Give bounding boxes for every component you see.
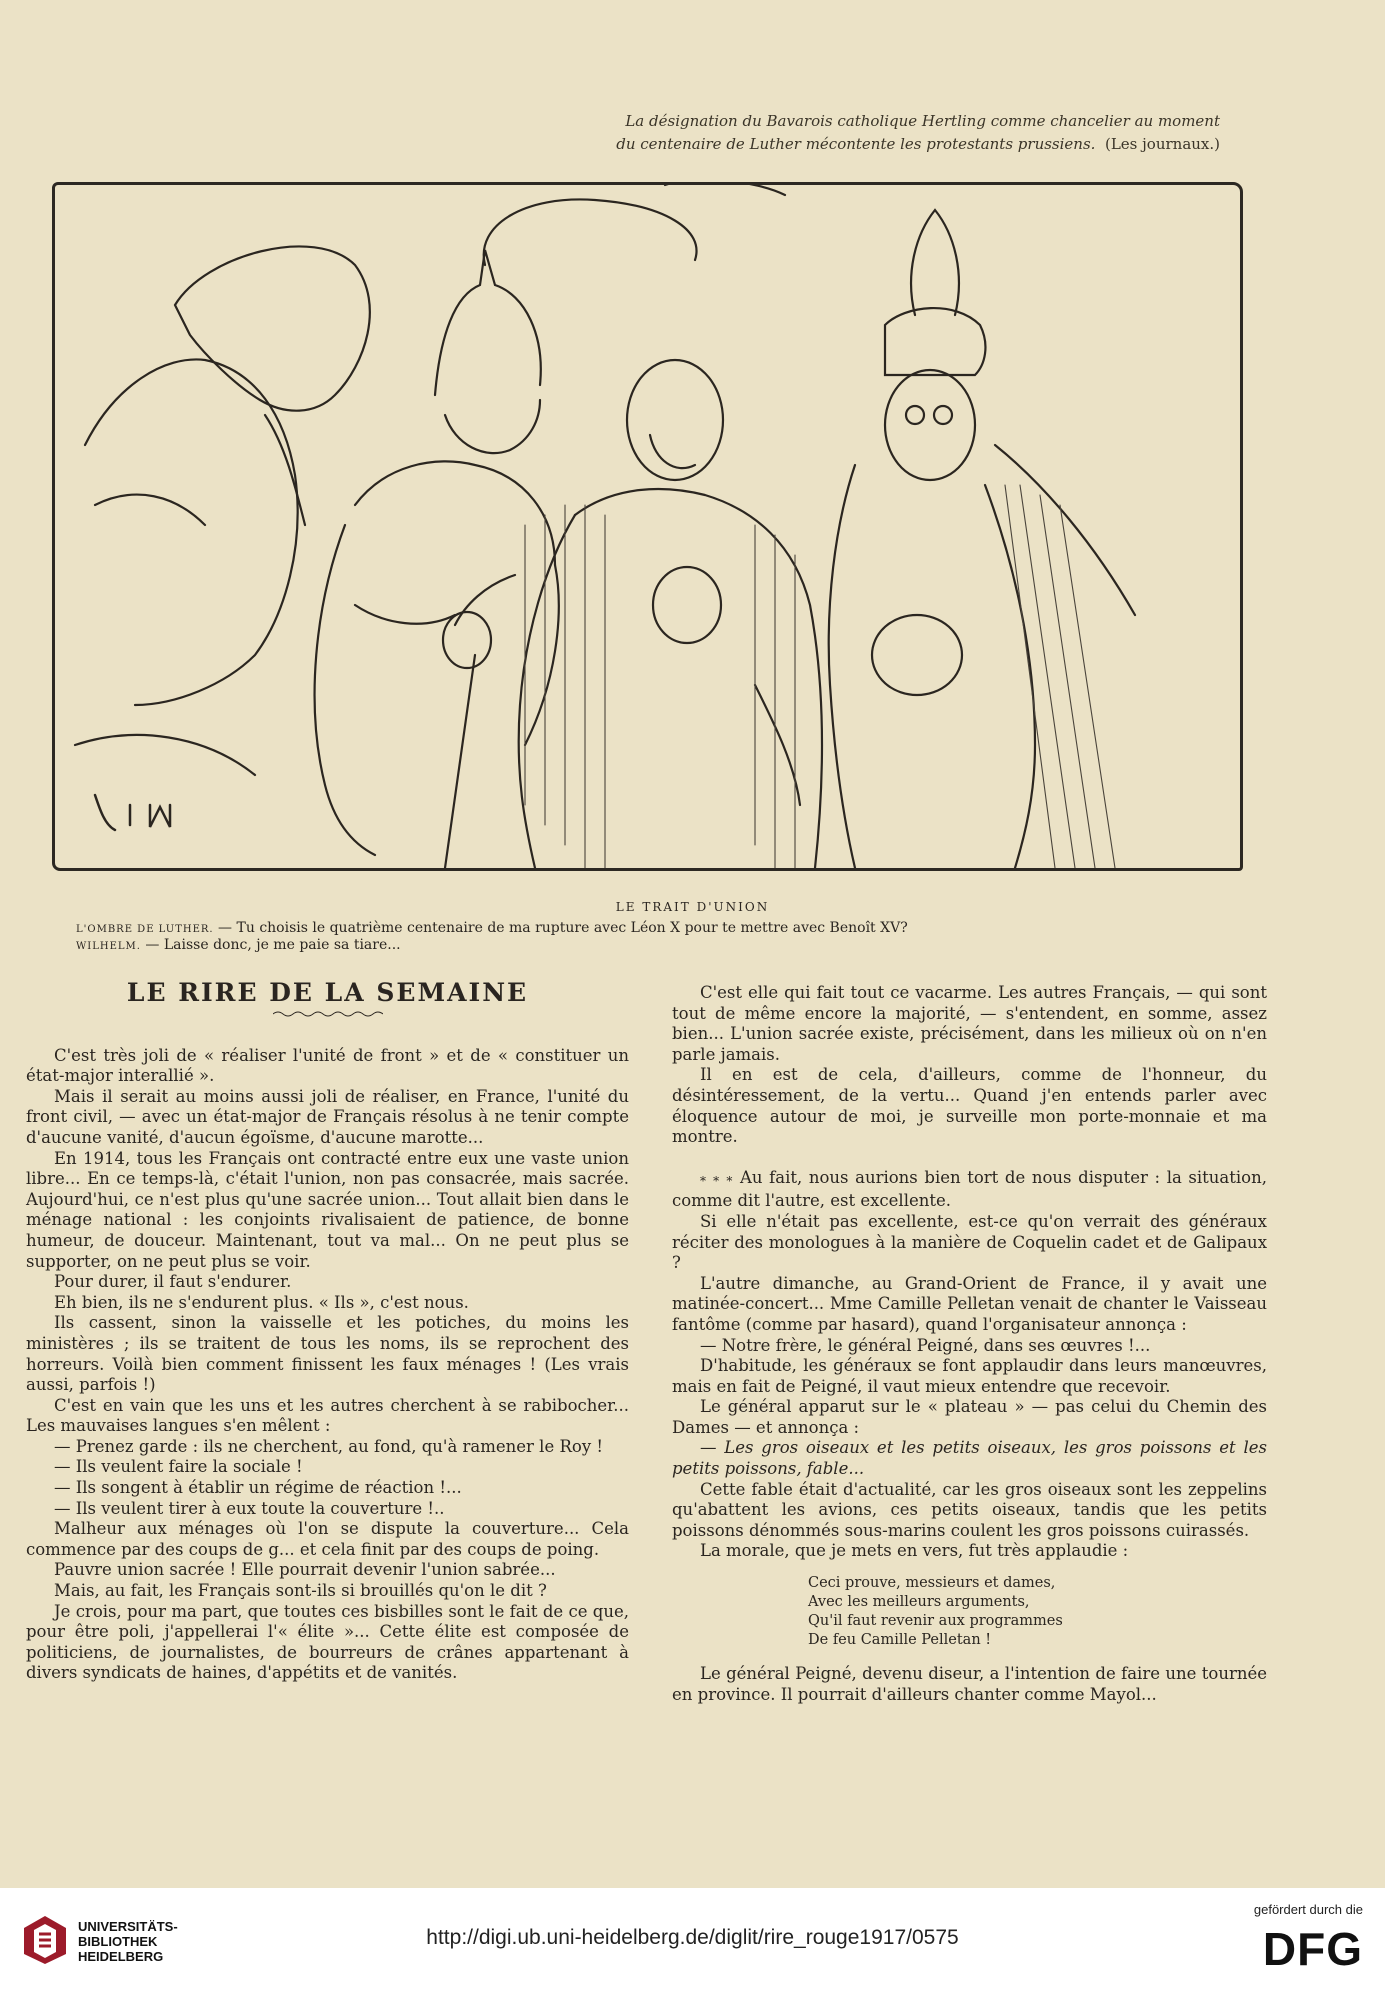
caption-source: (Les journaux.) [1104,135,1220,153]
left-paragraph: — Ils veulent tirer à eux toute la couverture !.. [54,1498,445,1518]
caption-line-2: du centenaire de Luther mécontente les protestants prussiens. [616,135,1096,153]
right-paragraph: — Les gros oiseaux et les petits oiseaux, les gros poissons et les petits poissons, fable... [672,1438,1267,1479]
poem [808,1574,1267,1650]
poem-line: Ceci prouve, messieurs et dames, [808,1575,1056,1592]
right-paragraph: La morale, que je mets en vers, fut très applaudie : [700,1541,1129,1561]
left-paragraph: C'est en vain que les uns et les autres cherchent à se rabibocher... Les mauvaises langues s'en mêlent : [26,1395,629,1436]
left-paragraph: Mais, au fait, les Français sont-ils si brouillés qu'on le dit ? [54,1581,547,1601]
article-left-column [26,978,629,1684]
left-paragraph: En 1914, tous les Français ont contracté entre eux une vaste union libre... En ce temps-là, c'était l'union, non pas consacrée, mais sacrée. Aujourd'hui, ce n'est plus qu'une sacrée union... Tout allait bien dans le ménage national : les conjoints rivalisaient de patience, de bonne humeur, de douceur. Maintenant, tout va mal... On ne peut plus se supporter, on ne peut plus se voir. [26,1148,629,1271]
title-ornament [273,1010,383,1018]
right-paragraph: Au fait, nous aurions bien tort de nous disputer : la situation, comme dit l'autre, est excellente. [672,1167,1267,1211]
poem-line: Avec les meilleurs arguments, [808,1594,1030,1611]
logo-line: HEIDELBERG [78,1949,164,1964]
right-paragraph: Si elle n'était pas excellente, est-ce qu'on verrait des généraux réciter des monologues à la manière de Coquelin cadet et de Galipaux ? [672,1211,1267,1273]
dialogue-line-1 [76,920,1276,938]
funded-by-label: gefördert durch die [1253,1902,1363,1917]
poem-line: De feu Camille Pelletan ! [808,1632,992,1649]
left-paragraph: C'est très joli de « réaliser l'unité de front » et de « constituer un état-major interallié ». [26,1045,629,1086]
right-paragraph: — Notre frère, le général Peigné, dans ses œuvres !... [700,1335,1151,1355]
logo-line: BIBLIOTHEK [78,1934,158,1949]
article-title: LE RIRE DE LA SEMAINE [126,978,529,1007]
left-paragraph: Je crois, pour ma part, que toutes ces bisbilles sont le fait de ce que, pour être poli, j'appellerai l'« élite »... Cette élite est composée de politiciens, de journalistes, de bourreurs de crânes appartenant à divers syndicats de haines, d'appétits et de vanités. [26,1601,629,1683]
article-right-column [672,983,1267,1705]
document-url-link[interactable]: http://digi.ub.uni-heidelberg.de/diglit/rire_rouge1917/0575 [426,1926,959,1949]
dialogue-text-2: — Laisse donc, je me paie sa tiare... [140,937,401,953]
signature: L. M. [175,855,178,856]
left-paragraph: — Ils songent à établir un régime de réaction !... [54,1478,462,1498]
left-paragraph: — Prenez garde : ils ne cherchent, au fond, qu'à ramener le Roy ! [54,1436,604,1456]
right-paragraph: D'habitude, les généraux se font applaudir dans leurs manœuvres, mais en fait de Peigné, il vaut mieux entendre que recevoir. [672,1356,1267,1396]
cartoon-drawing [55,185,1240,868]
cartoon-title: LE TRAIT D'UNION [615,900,770,914]
left-paragraph: Ils cassent, sinon la vaisselle et les potiches, du moins les ministères ; ils se traitent de tous les noms, ils se reprochent des horreurs. Voilà bien comment finissent les faux ménages ! (Les vrais aussi, parfois !) [26,1313,629,1395]
right-paragraph: Cette fable était d'actualité, car les gros oiseaux sont les zeppelins qu'abattent les avions, ces petits oiseaux, tandis que les petits poissons dénommés sous-marins coulent les gros poissons cuirassés. [672,1479,1267,1540]
dialogue-text-1: — Tu choisis le quatrième centenaire de ma rupture avec Léon X pour te mettre avec Benoît XV? [213,920,908,936]
speaker-luther: L'OMBRE DE LUTHER. [76,924,214,935]
left-paragraph: Malheur aux ménages où l'on se dispute la couverture... Cela commence par des coups de g... et cela finit par des coups de poing. [26,1519,629,1559]
footer-bar [0,1888,1385,1989]
right-paragraph: Il en est de cela, d'ailleurs, comme de l'honneur, du désintéressement, de la vertu... Quand j'en entends parler avec éloquence autour de moi, je surveille mon porte-monnaie et ma montre. [672,1065,1267,1147]
left-paragraph: — Ils veulent faire la sociale ! [54,1457,303,1477]
speaker-wilhelm: WILHELM. [76,941,141,952]
dfg-logo[interactable]: DFG [1262,1923,1363,1975]
cartoon-caption [460,110,1220,156]
section-stars: * * * [700,1173,734,1188]
left-paragraph: Pauvre union sacrée ! Elle pourrait devenir l'union sabrée... [54,1560,556,1580]
cartoon-illustration [52,182,1243,871]
logo-line: UNIVERSITÄTS- [78,1919,178,1934]
right-paragraph: C'est elle qui fait tout ce vacarme. Les autres Français, — qui sont tout de même encore la majorité, — s'entendent, en somme, assez bien... L'union sacrée existe, précisément, dans les milieux où on n'en parle jamais. [672,983,1267,1064]
dialogue-line-2 [76,937,1276,955]
poem-line: Qu'il faut revenir aux programmes [808,1613,1063,1630]
right-paragraph: L'autre dimanche, au Grand-Orient de France, il y avait une matinée-concert... Mme Camille Pelletan venait de chanter le Vaisseau fantôme (comme par hasard), quand l'organisateur annonça : [672,1273,1267,1334]
left-paragraph: Pour durer, il faut s'endurer. [54,1272,292,1292]
left-paragraph: Eh bien, ils ne s'endurent plus. « Ils », c'est nous. [54,1292,469,1312]
right-paragraph: Le général apparut sur le « plateau » — pas celui du Chemin des Dames — et annonça : [672,1397,1267,1437]
left-paragraph: Mais il serait au moins aussi joli de réaliser, en France, l'unité du front civil, — avec un état-major de Français résolus à ne tenir compte d'aucune vanité, d'aucun égoïsme, d'aucune marotte... [26,1086,629,1147]
caption-line-1: La désignation du Bavarois catholique Hertling comme chancelier au moment [625,112,1220,130]
closing-paragraph: Le général Peigné, devenu diseur, a l'intention de faire une tournée en province. Il pourrait d'ailleurs chanter comme Mayol... [672,1664,1267,1704]
